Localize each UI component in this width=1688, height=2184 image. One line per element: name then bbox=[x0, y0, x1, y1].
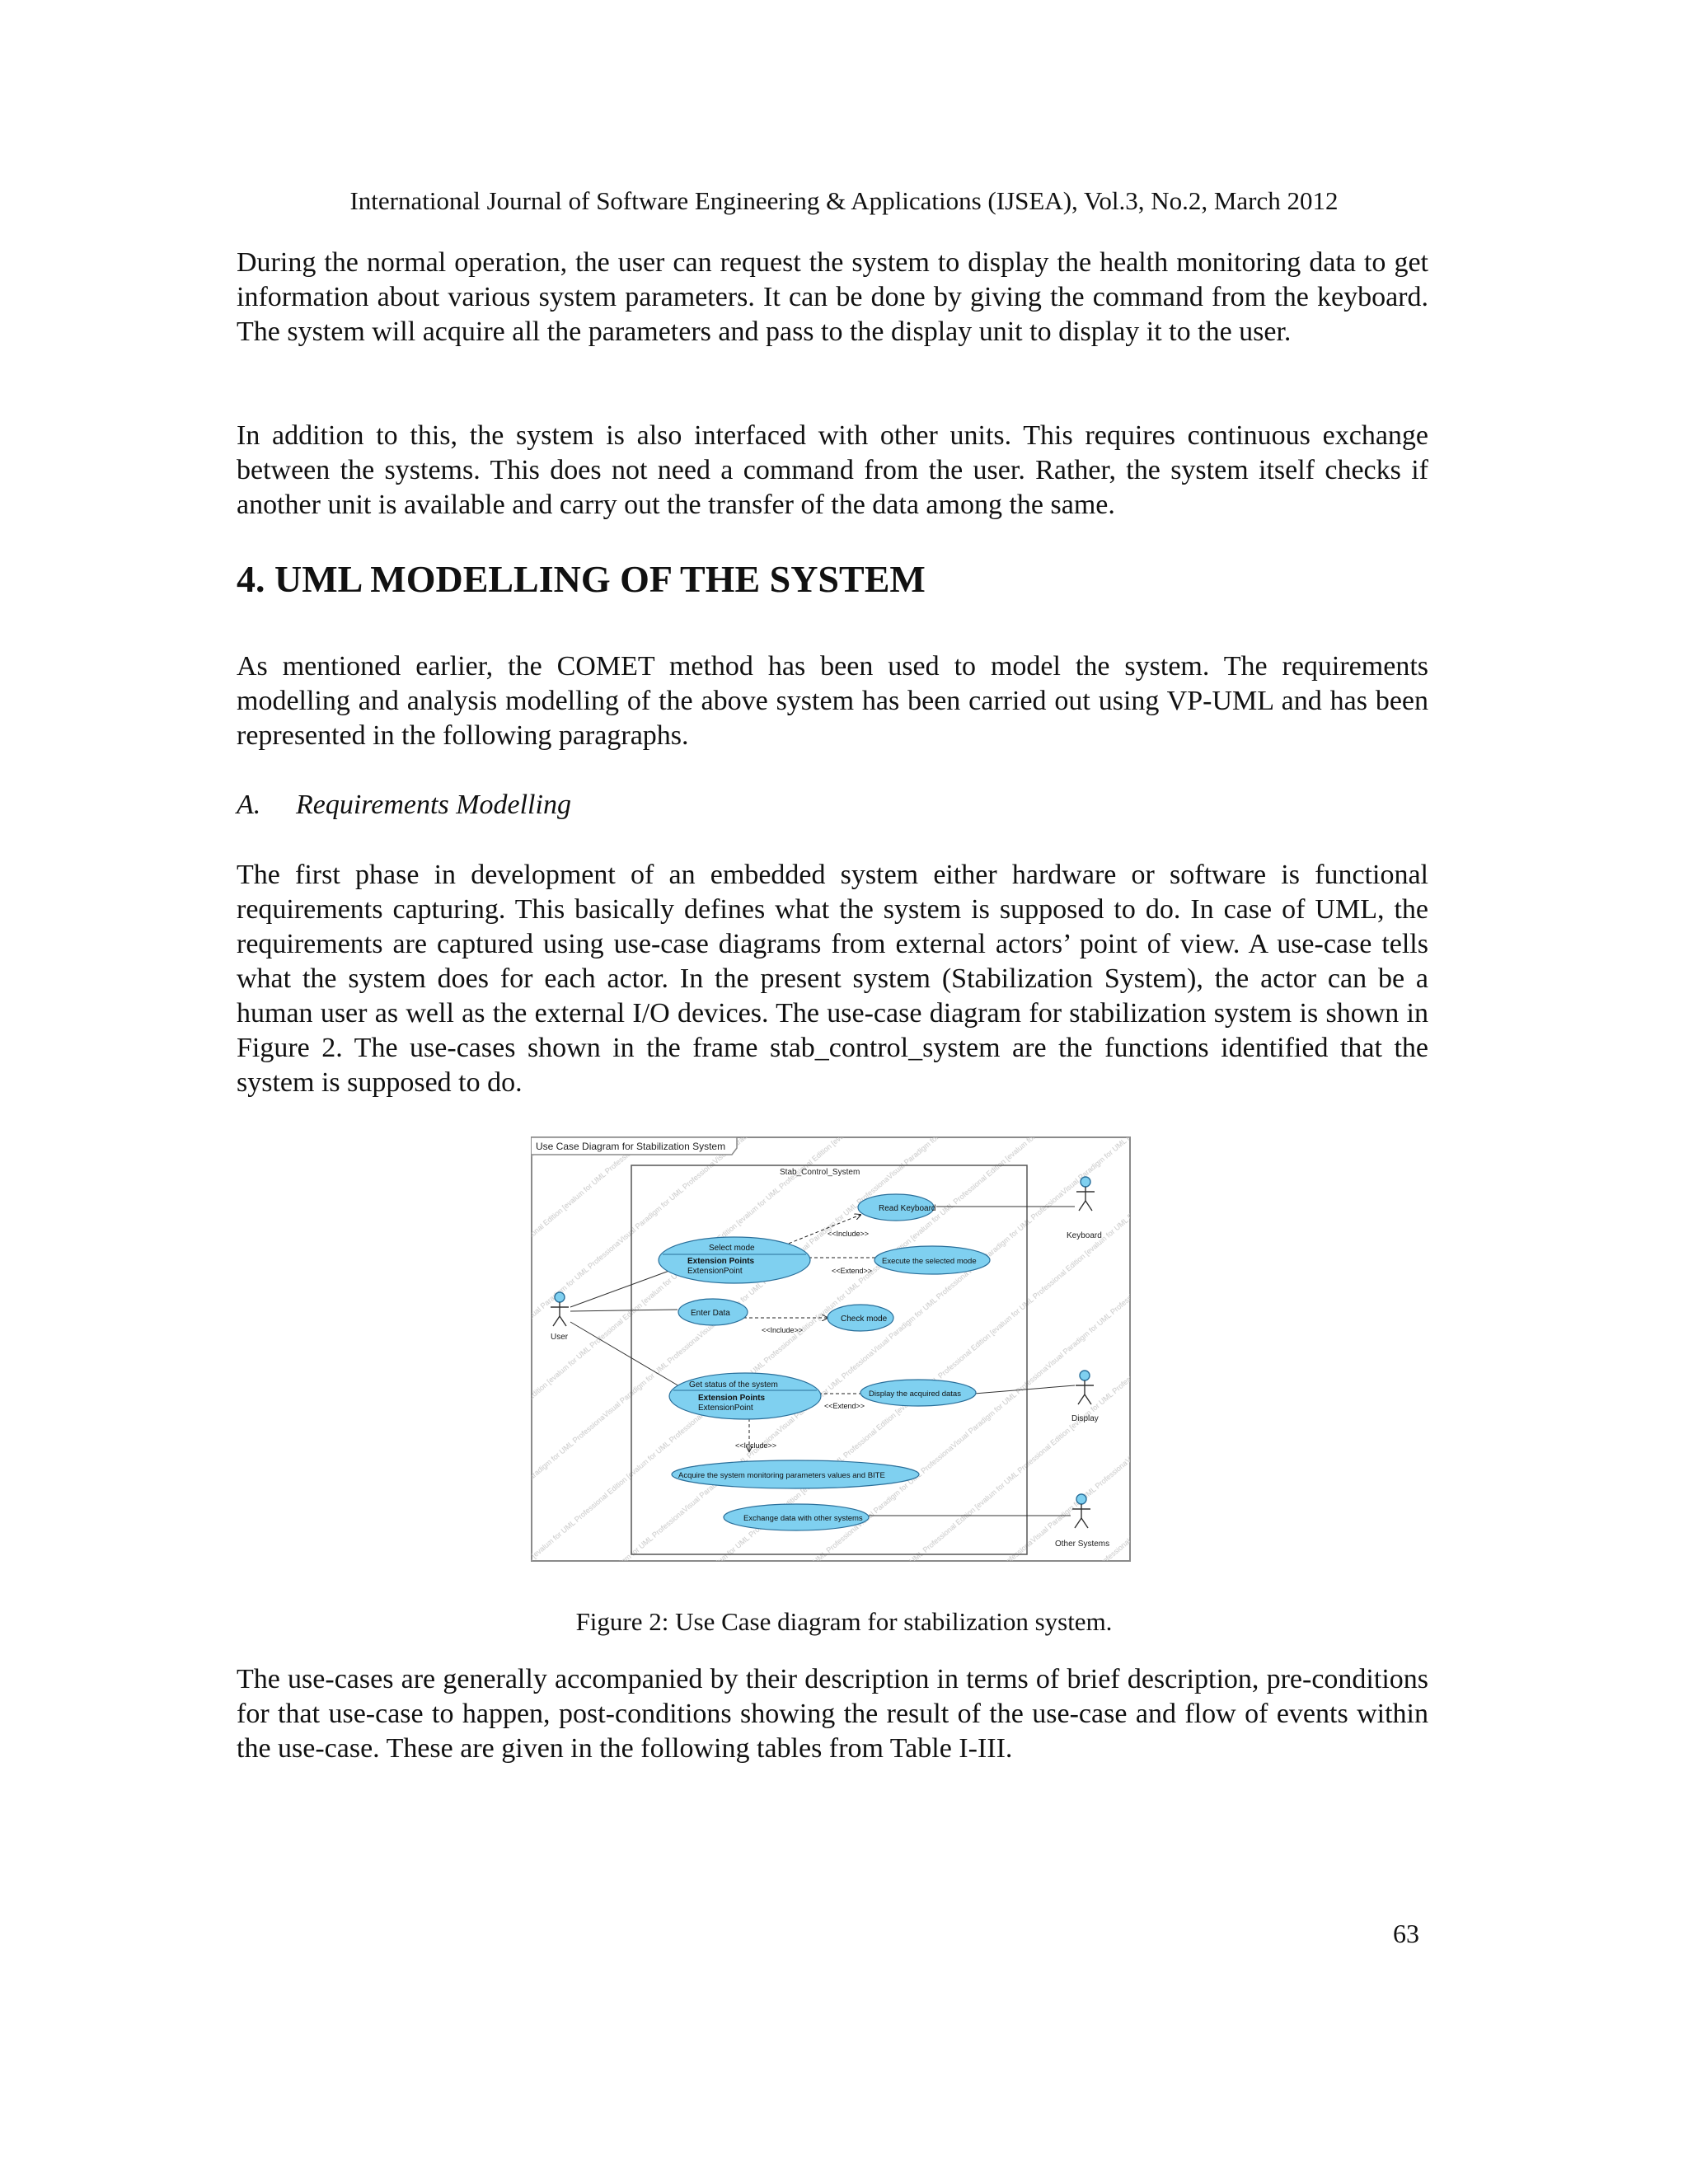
actor-user-label: User bbox=[551, 1333, 569, 1342]
rel-extend-execute-label: <<Extend>> bbox=[832, 1267, 873, 1275]
uc-display-data-label: Display the acquired datas bbox=[869, 1390, 961, 1399]
uc-select-ext-point-label: ExtensionPoint bbox=[687, 1267, 743, 1276]
uc-read-keyboard-label: Read Keyboard bbox=[879, 1204, 936, 1213]
subsection-heading bbox=[237, 790, 571, 821]
body-paragraph-2 bbox=[237, 419, 1428, 523]
body-paragraph-5 bbox=[237, 1662, 1428, 1766]
paragraph-text: The first phase in development of an embedded system either hardware or software is functional requirements capturing. This basically defines what the system is supposed to do. In case of UML, the requirements are captured using use-case diagrams from external actors’ point of view. A use-case tells what the system does for each actor. In the present system (Stabilization System), the actor can be a human user as well as the external I/O devices. The use-case diagram for stabilization system is shown in Figure 2. The use-cases shown in the frame stab_control_system are the functions identified that the system is supposed to do. bbox=[237, 860, 1428, 1098]
uc-status-ext-points-label: Extension Points bbox=[698, 1394, 766, 1403]
uc-check-mode-label: Check mode bbox=[841, 1315, 888, 1324]
uc-select-ext-points-label: Extension Points bbox=[687, 1257, 755, 1266]
use-case-diagram bbox=[531, 1137, 1131, 1562]
paragraph-text: In addition to this, the system is also interfaced with other units. This requires continuous exchange between the systems. This does not need a command from the user. Rather, the system itself checks if another unit is available and carry out the transfer of the data among the same. bbox=[237, 420, 1428, 520]
subsection-number: A. bbox=[237, 790, 261, 820]
watermark-layer bbox=[532, 1137, 1130, 1561]
actor-other-systems-label: Other Systems bbox=[1055, 1540, 1110, 1549]
rel-include-check-label: <<Include>> bbox=[762, 1326, 804, 1334]
rel-include-acquire-label: <<Include>> bbox=[735, 1441, 777, 1450]
rel-include-read-label: <<Include>> bbox=[828, 1230, 870, 1238]
uc-get-status-label: Get status of the system bbox=[689, 1380, 778, 1390]
uc-enter-data-label: Enter Data bbox=[691, 1309, 730, 1318]
uc-exchange-label: Exchange data with other systems bbox=[743, 1514, 863, 1523]
use-case-figure bbox=[531, 1137, 1131, 1562]
page-number: 63 bbox=[1393, 1919, 1419, 1948]
actor-display-label: Display bbox=[1071, 1414, 1099, 1423]
body-paragraph-3 bbox=[237, 649, 1428, 753]
rel-extend-display-label: <<Extend>> bbox=[824, 1402, 865, 1410]
system-boundary-label: Stab_Control_System bbox=[780, 1168, 860, 1177]
uc-execute-mode-label: Execute the selected mode bbox=[882, 1257, 977, 1266]
uc-acquire-label: Acquire the system monitoring parameters values and BITE bbox=[678, 1471, 885, 1480]
paragraph-text: The use-cases are generally accompanied by their description in terms of brief description, pre-conditions for that use-case to happen, post-conditions showing the result of the use-case and flow of events within the use-case. These are given in the following tables from Table I-III. bbox=[237, 1664, 1428, 1764]
subsection-title: Requirements Modelling bbox=[296, 790, 571, 820]
body-paragraph-4 bbox=[237, 858, 1428, 1100]
frame-title: Use Case Diagram for Stabilization System bbox=[536, 1141, 726, 1152]
section-heading: 4. UML MODELLING OF THE SYSTEM bbox=[237, 558, 926, 600]
paragraph-text: As mentioned earlier, the COMET method has been used to model the system. The requirements modelling and analysis modelling of the above system has been carried out using VP-UML and has been represented in the following paragraphs. bbox=[237, 651, 1428, 751]
paragraph-text: During the normal operation, the user can request the system to display the health monitoring data to get information about various system parameters. It can be done by giving the command from the keyboard. The system will acquire all the parameters and pass to the display unit to display it to the user. bbox=[237, 247, 1428, 347]
actor-keyboard-label: Keyboard bbox=[1067, 1231, 1102, 1240]
figure-caption: Figure 2: Use Case diagram for stabilization system. bbox=[575, 1607, 1113, 1636]
uc-select-mode-label: Select mode bbox=[709, 1244, 755, 1253]
body-paragraph-1 bbox=[237, 246, 1428, 349]
running-head: International Journal of Software Engineering & Applications (IJSEA), Vol.3, No.2, March 2012 bbox=[349, 186, 1339, 215]
uc-status-ext-point-label: ExtensionPoint bbox=[698, 1404, 753, 1413]
